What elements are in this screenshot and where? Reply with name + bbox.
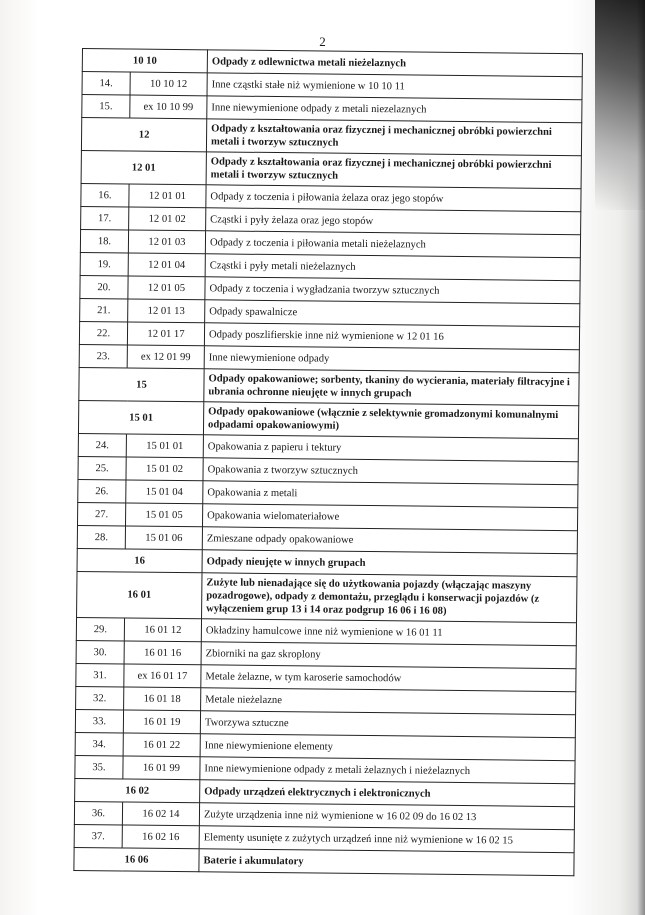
row-number: 28. [77, 525, 125, 549]
waste-code: ex 16 01 17 [124, 664, 201, 688]
waste-description: Odpady z toczenia i piłowania żelaza oraz jego stopów [206, 185, 581, 212]
waste-description: Odpady spawalnicze [205, 300, 580, 327]
group-code: 12 [81, 118, 206, 152]
waste-code: 16 01 22 [123, 733, 200, 757]
row-number: 34. [75, 732, 123, 756]
row-number: 25. [78, 456, 126, 480]
waste-code: 12 01 01 [129, 184, 206, 208]
waste-description: Odpady z toczenia i wygładzania tworzyw sztucznych [205, 277, 580, 304]
waste-description: Metale nieżelazne [201, 688, 576, 715]
waste-code: ex 12 01 99 [127, 345, 204, 369]
waste-code: 16 02 14 [122, 802, 199, 826]
page-number: 2 [319, 34, 326, 49]
group-description: Odpady z odlewnictwa metali nieżelaznych [207, 50, 582, 77]
waste-description: Cząstki i pyły żelaza oraz jego stopów [206, 208, 581, 235]
group-description: Odpady opakowaniowe (włącznie z selektywnie gromadzonymi komunalnymi odpadami opakowaniowymi) [203, 402, 578, 439]
row-number: 20. [80, 275, 128, 299]
waste-code: 16 02 16 [122, 825, 199, 849]
row-number: 30. [76, 640, 124, 664]
waste-description: Tworzywa sztuczne [200, 711, 575, 738]
group-header-row [81, 118, 581, 156]
group-description: Odpady opakowaniowe; sorbenty, tkaniny do wycierania, materiały filtracyjne i ubrania ochronne nieujęte w innych grupach [204, 369, 579, 406]
row-number: 15. [82, 95, 130, 119]
row-number: 19. [80, 252, 128, 276]
row-number: 24. [78, 433, 126, 457]
waste-code: 16 01 19 [123, 710, 200, 734]
group-code: 15 01 [78, 400, 203, 434]
waste-code: 12 01 13 [128, 299, 205, 323]
waste-description: Metale żelazne, w tym karoserie samochodów [201, 665, 576, 692]
waste-description: Odpady z toczenia i piłowania metali nieżelaznych [205, 231, 580, 258]
waste-description: Okładziny hamulcowe inne niż wymienione w 16 01 11 [201, 619, 576, 646]
row-number: 32. [76, 686, 124, 710]
waste-description: Zmieszane odpady opakowaniowe [202, 527, 577, 554]
waste-code: ex 10 10 99 [130, 95, 207, 119]
waste-description: Zużyte urządzenia inne niż wymienione w 16 02 09 do 16 02 13 [199, 803, 574, 830]
table-body [74, 49, 583, 876]
group-code: 16 01 [77, 571, 202, 618]
waste-code: 16 01 18 [124, 687, 201, 711]
waste-description: Opakowania z tworzyw sztucznych [203, 458, 578, 485]
waste-description: Zbiorniki na gaz skroplony [201, 642, 576, 669]
waste-code: 16 01 16 [124, 641, 201, 665]
row-number: 17. [81, 206, 129, 230]
group-code: 10 10 [82, 49, 207, 73]
waste-code: 15 01 06 [125, 526, 202, 550]
row-number: 18. [80, 229, 128, 253]
row-number: 33. [75, 709, 123, 733]
waste-description: Inne cząstki stałe niż wymienione w 10 10 11 [207, 73, 582, 100]
row-number: 36. [74, 801, 122, 825]
waste-description: Inne niewymienione odpady [204, 346, 579, 373]
group-description: Zużyte lub nienadające się do użytkowania pojazdy (włączając maszyny pozadrogowe), odpady z demontażu, przeglądu i konserwacji pojazdów (z wyłączeniem grup 13 i 14 oraz podgrup 16 06 i 16 08) [202, 573, 577, 623]
row-number: 26. [78, 479, 126, 503]
waste-codes-table [73, 48, 583, 876]
waste-code: 16 01 12 [124, 618, 201, 642]
group-description: Baterie i akumulatory [199, 849, 574, 876]
waste-codes-table-wrapper [73, 48, 582, 876]
row-number: 22. [79, 321, 127, 345]
waste-code: 12 01 17 [127, 322, 204, 346]
waste-code: 15 01 01 [126, 434, 203, 458]
row-number: 21. [80, 298, 128, 322]
group-code: 15 [79, 367, 204, 401]
group-description: Odpady urządzeń elektrycznych i elektronicznych [200, 780, 575, 807]
waste-description: Opakowania z metali [203, 481, 578, 508]
group-code: 12 01 [81, 150, 206, 184]
waste-code: 16 01 99 [123, 756, 200, 780]
group-code: 16 [77, 548, 202, 572]
group-description: Odpady nieujęte w innych grupach [202, 550, 577, 577]
group-description: Odpady z kształtowania oraz fizycznej i mechanicznej obróbki powierzchni metali i tworzyw sztucznych [206, 119, 581, 156]
group-description: Odpady z kształtowania oraz fizycznej i mechanicznej obróbki powierzchni metali i tworzyw sztucznych [206, 152, 581, 189]
row-number: 14. [82, 72, 130, 96]
waste-code: 10 10 12 [130, 72, 207, 96]
group-header-row [77, 571, 577, 622]
waste-description: Opakowania z papieru i tektury [203, 435, 578, 462]
row-number: 31. [76, 663, 124, 687]
waste-description: Cząstki i pyły metali nieżelaznych [205, 254, 580, 281]
waste-code: 12 01 05 [128, 276, 205, 300]
group-header-row [81, 150, 581, 188]
waste-description: Odpady poszlifierskie inne niż wymienione w 12 01 16 [204, 323, 579, 350]
row-number: 16. [81, 183, 129, 207]
waste-description: Opakowania wielomateriałowe [202, 504, 577, 531]
row-number: 37. [74, 824, 122, 848]
waste-description: Inne niewymienione odpady z metali żelaznych i nieżelaznych [200, 757, 575, 784]
waste-description: Inne niewymienione odpady z metali niezelaznych [207, 96, 582, 123]
waste-code: 12 01 04 [128, 253, 205, 277]
waste-code: 12 01 03 [128, 230, 205, 254]
page-edge-shadow [637, 0, 645, 915]
waste-code: 15 01 05 [125, 503, 202, 527]
waste-code: 15 01 04 [126, 480, 203, 504]
waste-description: Elementy usunięte z zużytych urządzeń inne niż wymienione w 16 02 15 [199, 826, 574, 853]
group-header-row [79, 367, 579, 405]
group-code: 16 06 [74, 847, 199, 871]
row-number: 29. [76, 617, 124, 641]
row-number: 23. [79, 344, 127, 368]
group-code: 16 02 [75, 778, 200, 802]
group-header-row [74, 847, 574, 875]
waste-code: 12 01 02 [129, 207, 206, 231]
waste-code: 15 01 02 [126, 457, 203, 481]
waste-description: Inne niewymienione elementy [200, 734, 575, 761]
row-number: 27. [77, 502, 125, 526]
row-number: 35. [75, 755, 123, 779]
group-header-row [78, 400, 578, 438]
